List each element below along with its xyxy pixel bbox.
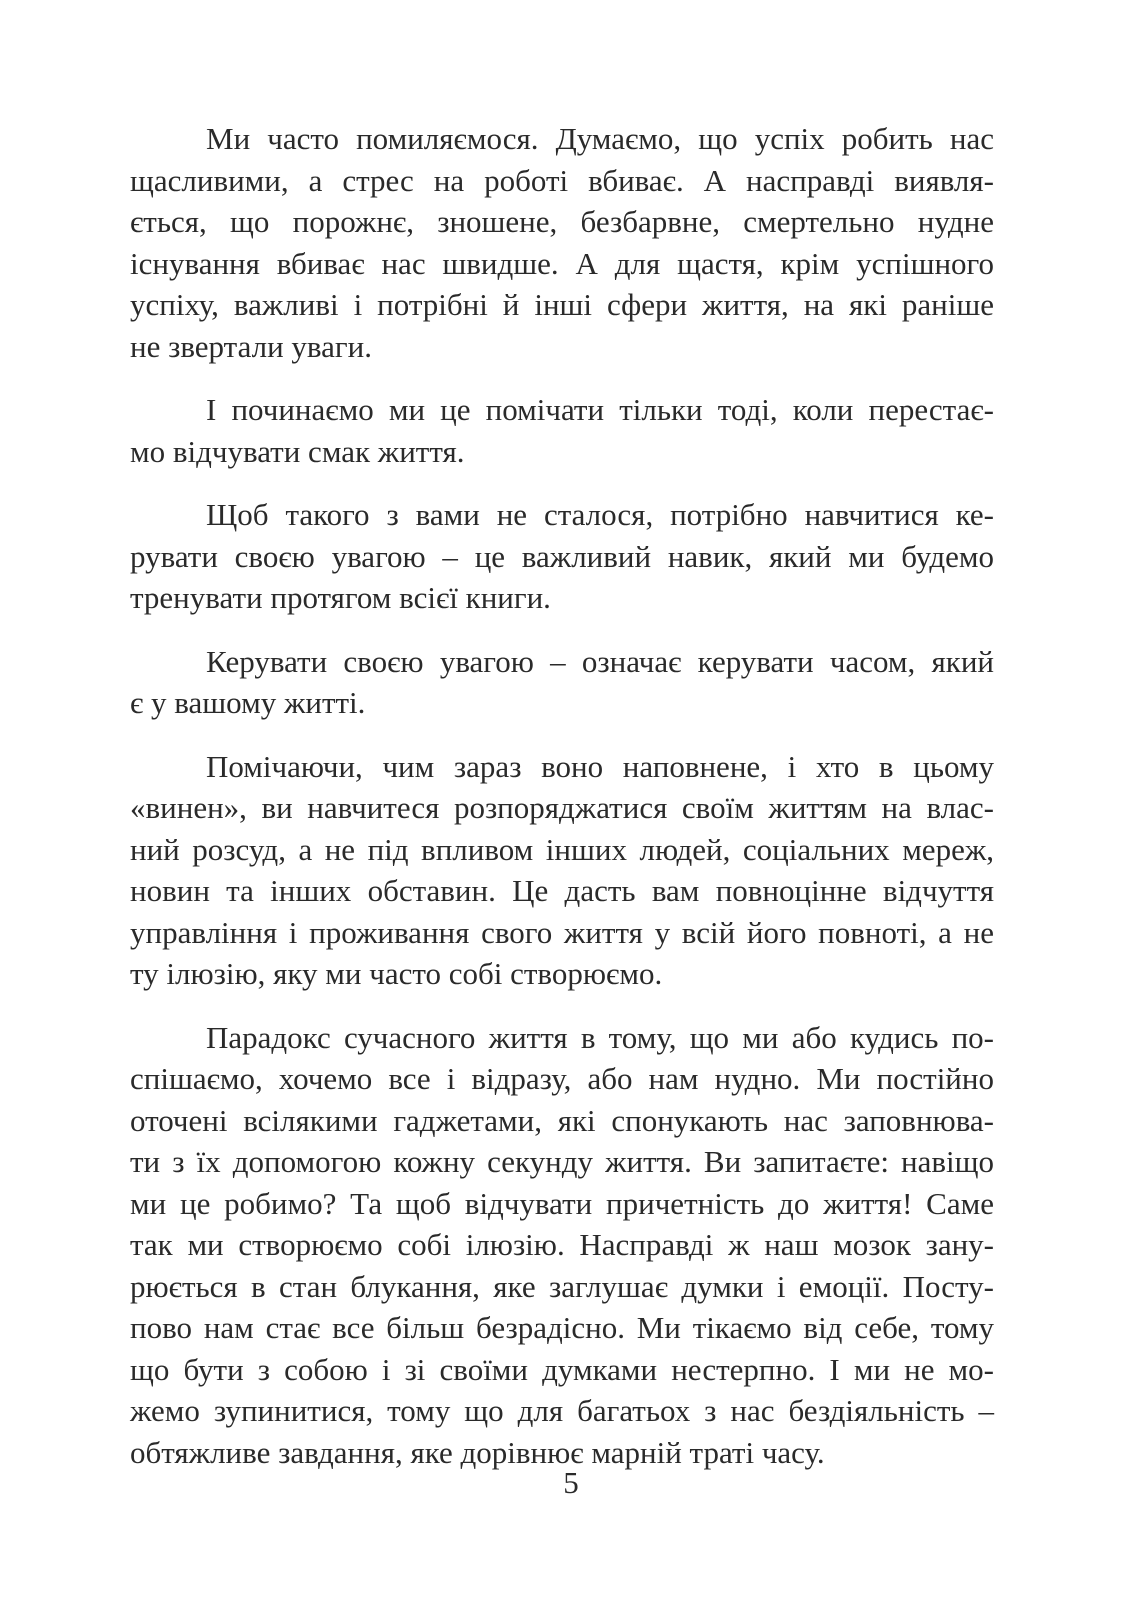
text-line: Парадокс сучасного життя в тому, що ми або кудись по- <box>206 1019 994 1055</box>
text-line: ту ілюзію, яку ми часто собі створюємо. <box>130 956 663 991</box>
text-line: Помічаючи, чим зараз воно наповнене, і хто в цьому <box>206 748 994 784</box>
text-line: рувати своєю увагою – це важливий навик, який ми будемо <box>130 538 994 574</box>
text-line: тренувати протягом всієї книги. <box>130 580 551 615</box>
text-line: ми це робимо? Та щоб відчувати причетність до життя! Саме <box>130 1185 994 1221</box>
paragraph <box>130 1017 994 1474</box>
text-line: новин та інших обставин. Це дасть вам повноцінне відчуття <box>130 873 994 908</box>
text-line: ний розсуд, а не під впливом інших людей, соціальних мереж, <box>130 831 994 867</box>
text-line: ється, що порожнє, зношене, безбарвне, смертельно нудне <box>130 204 994 239</box>
text-line: жемо зупинитися, тому що для багатьох з нас бездіяльність – <box>130 1393 994 1428</box>
text-line: є у вашому житті. <box>130 685 366 720</box>
text-line: пово нам стає все більш безрадісно. Ми тікаємо від себе, тому <box>130 1310 994 1345</box>
text-line: що бути з собою і зі своїми думками нестерпно. І ми не мо- <box>130 1351 994 1387</box>
text-line: існування вбиває нас швидше. А для щастя, крім успішного <box>130 245 994 281</box>
text-line: не звертали уваги. <box>130 328 372 364</box>
text-line: І починаємо ми це помічати тільки тоді, коли перестає- <box>206 392 994 427</box>
text-line: рюється в стан блукання, яке заглушає думки і емоції. Посту- <box>130 1268 994 1304</box>
text-line: «винен», ви навчитеся розпоряджатися своїм життям на влас- <box>130 790 994 825</box>
text-line: оточені всілякими гаджетами, які спонукають нас заповнюва- <box>130 1102 994 1138</box>
paragraph <box>130 746 994 995</box>
text-line: обтяжливе завдання, яке дорівнює марній траті часу. <box>130 1434 825 1470</box>
text-line: ти з їх допомогою кожну секунду життя. Ви запитаєте: навіщо <box>130 1144 994 1179</box>
paragraph <box>130 118 994 367</box>
text-line: щасливими, а стрес на роботі вбиває. А насправді виявля- <box>130 162 994 198</box>
text-line: управління і проживання свого життя у всій його повноті, а не <box>130 914 994 950</box>
text-line: мо відчувати смак життя. <box>130 433 465 469</box>
paragraph <box>130 389 994 472</box>
text-line: Ми часто помиляємося. Думаємо, що успіх робить нас <box>206 121 994 156</box>
page-number: 5 <box>563 1465 579 1500</box>
text-line: так ми створюємо собі ілюзію. Насправді ж наш мозок зану- <box>130 1227 994 1262</box>
text-line: Керувати своєю увагою – означає керувати часом, який <box>206 643 994 679</box>
text-line: Щоб такого з вами не сталося, потрібно навчитися ке- <box>206 497 994 532</box>
text-line: успіху, важливі і потрібні й інші сфери життя, на які раніше <box>130 287 994 322</box>
paragraph <box>130 641 994 724</box>
text-line: спішаємо, хочемо все і відразу, або нам нудно. Ми постійно <box>130 1061 994 1096</box>
paragraph <box>130 494 994 619</box>
body-text <box>130 118 994 1495</box>
